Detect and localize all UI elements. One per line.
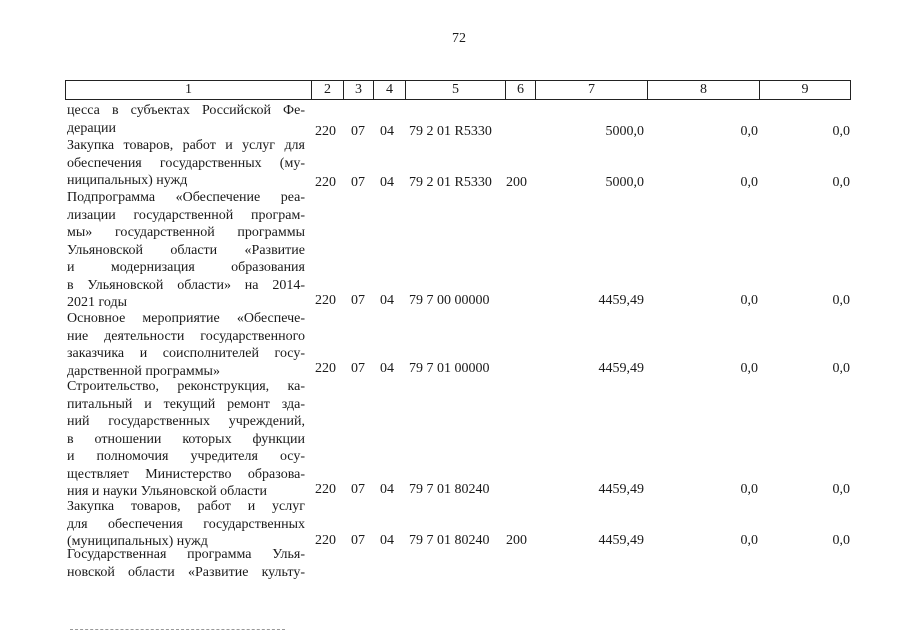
cell-pr: 07 <box>351 124 365 139</box>
description-line: Основное мероприятие «Обеспече- <box>67 311 305 326</box>
header-col-7: 7 <box>536 81 648 99</box>
cell-amount-col8: 0,0 <box>740 533 758 548</box>
cell-expense-type: 200 <box>506 533 527 548</box>
description-line: 2021 годы <box>67 295 128 310</box>
cell-target-code: 79 7 00 00000 <box>409 293 490 308</box>
description-line: дарственной программы» <box>67 363 220 379</box>
description-line: дерации <box>67 120 117 136</box>
description-line: обеспечения государственных (му- <box>67 155 305 171</box>
description-line: в отношении которых функции <box>67 431 305 447</box>
description-line: и модернизация образования <box>67 260 305 275</box>
description-line: Подпрограмма «Обеспечение реа- <box>67 190 305 205</box>
cell-target-code: 79 7 01 00000 <box>409 361 490 376</box>
description-line: Ульяновской области «Развитие <box>67 242 305 258</box>
cell-pr: 07 <box>351 533 365 548</box>
header-col-3: 3 <box>344 81 374 99</box>
table-row <box>0 532 905 550</box>
description-line: питальный и текущий ремонт зда- <box>67 396 305 412</box>
description-line: ний государственных учреждений, <box>67 414 305 429</box>
description-line: и полномочия учредителя осу- <box>67 449 305 464</box>
cell-amount-col9: 0,0 <box>832 482 850 497</box>
cell-rz: 220 <box>315 533 336 548</box>
table-header-row <box>65 80 851 100</box>
description-line: заказчика и соисполнителей госу- <box>67 346 305 361</box>
description-line: Государственная программа Улья- <box>67 547 305 562</box>
footer-rule <box>70 629 285 631</box>
description-line: в Ульяновской области» на 2014- <box>67 277 305 293</box>
description-line: для обеспечения государственных <box>67 516 305 532</box>
cell-target-code: 79 2 01 R5330 <box>409 124 492 139</box>
cell-amount-col9: 0,0 <box>832 175 850 190</box>
table-row <box>0 174 905 192</box>
page-number: 72 <box>452 31 466 46</box>
cell-expense-type: 200 <box>506 175 527 190</box>
description-line: цесса в субъектах Российской Фе- <box>67 103 305 118</box>
cell-amount-col9: 0,0 <box>832 361 850 376</box>
header-col-8: 8 <box>648 81 760 99</box>
cell-amount-col9: 0,0 <box>832 533 850 548</box>
cell-section: 04 <box>380 124 394 139</box>
description-line: Строительство, реконструкция, ка- <box>67 379 305 394</box>
cell-amount-col8: 0,0 <box>740 482 758 497</box>
cell-pr: 07 <box>351 482 365 497</box>
cell-pr: 07 <box>351 293 365 308</box>
cell-pr: 07 <box>351 175 365 190</box>
header-col-6: 6 <box>506 81 536 99</box>
cell-rz: 220 <box>315 361 336 376</box>
cell-section: 04 <box>380 482 394 497</box>
cell-amount-col7: 5000,0 <box>605 124 644 139</box>
cell-rz: 220 <box>315 175 336 190</box>
cell-amount-col7: 4459,49 <box>598 293 644 308</box>
row-description <box>67 546 305 581</box>
header-col-4: 4 <box>374 81 406 99</box>
description-line: ществляет Министерство образова- <box>67 466 305 482</box>
table-row <box>0 292 905 310</box>
description-line: лизации государственной програм- <box>67 207 305 223</box>
cell-amount-col7: 4459,49 <box>598 361 644 376</box>
table-row <box>0 123 905 141</box>
cell-pr: 07 <box>351 361 365 376</box>
cell-target-code: 79 7 01 80240 <box>409 482 490 497</box>
cell-amount-col9: 0,0 <box>832 293 850 308</box>
cell-rz: 220 <box>315 124 336 139</box>
description-line: новской области «Развитие культу- <box>67 564 305 580</box>
cell-amount-col7: 4459,49 <box>598 533 644 548</box>
header-col-5: 5 <box>406 81 506 99</box>
description-line: ние деятельности государственного <box>67 328 305 344</box>
description-line: Закупка товаров, работ и услуг для <box>67 138 305 153</box>
cell-section: 04 <box>380 361 394 376</box>
description-line: ниципальных) нужд <box>67 173 188 188</box>
cell-section: 04 <box>380 293 394 308</box>
cell-section: 04 <box>380 175 394 190</box>
description-line: Закупка товаров, работ и услуг <box>67 499 305 514</box>
header-col-9: 9 <box>801 82 809 97</box>
header-col-1: 1 <box>66 81 312 99</box>
description-line: ния и науки Ульяновской области <box>67 484 267 499</box>
cell-amount-col8: 0,0 <box>740 124 758 139</box>
cell-section: 04 <box>380 533 394 548</box>
cell-amount-col8: 0,0 <box>740 293 758 308</box>
cell-amount-col7: 5000,0 <box>605 175 644 190</box>
cell-target-code: 79 7 01 80240 <box>409 533 490 548</box>
cell-rz: 220 <box>315 293 336 308</box>
table-row <box>0 360 905 378</box>
table-row <box>0 481 905 499</box>
description-line: (муниципальных) нужд <box>67 534 208 549</box>
cell-rz: 220 <box>315 482 336 497</box>
cell-amount-col8: 0,0 <box>740 175 758 190</box>
cell-amount-col9: 0,0 <box>832 124 850 139</box>
header-col-2: 2 <box>312 81 344 99</box>
description-line: мы» государственной программы <box>67 225 305 240</box>
cell-target-code: 79 2 01 R5330 <box>409 175 492 190</box>
cell-amount-col7: 4459,49 <box>598 482 644 497</box>
cell-amount-col8: 0,0 <box>740 361 758 376</box>
